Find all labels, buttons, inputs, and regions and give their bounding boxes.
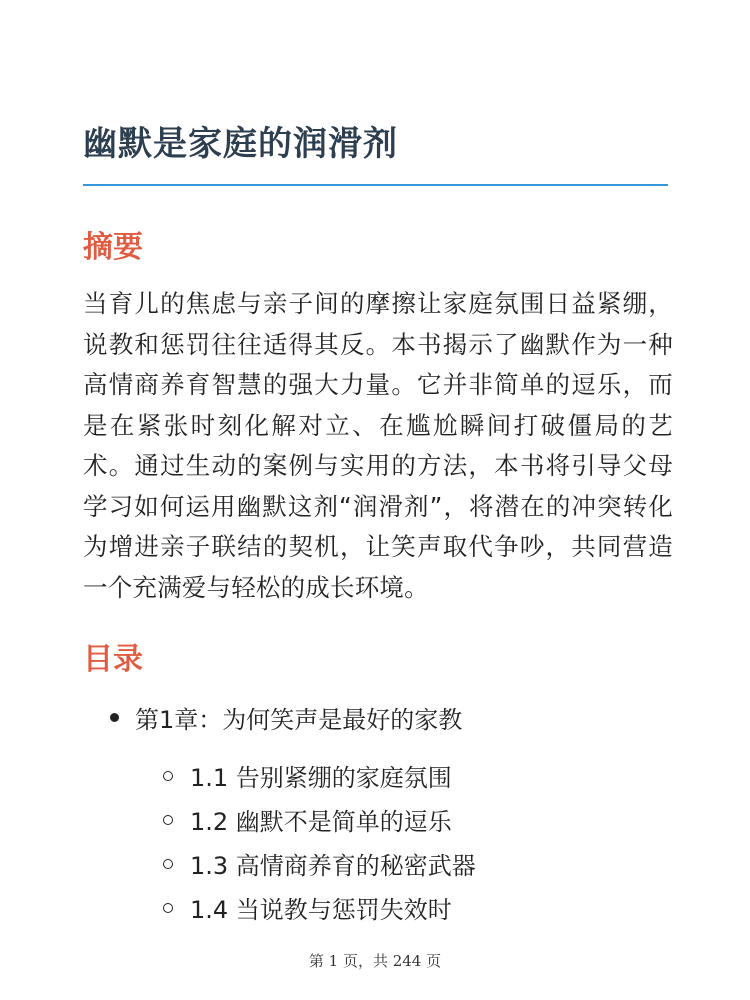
- toc-section-label: 1.4 当说教与惩罚失效时: [190, 896, 452, 924]
- bullet-circle-icon: [163, 771, 173, 781]
- toc-section-1-2[interactable]: [163, 802, 452, 837]
- abstract-body: 当育儿的焦虑与亲子间的摩擦让家庭氛围日益紧绷，说教和惩罚往往适得其反。本书揭示了幽默作为一种高情商养育智慧的强大力量。它并非简单的逗乐，而是在紧张时刻化解对立、在尴尬瞬间打破僵局的艺术。通过生动的案例与实用的方法，本书将引导父母学习如何运用幽默这剂“润滑剂”，将潜在的冲突转化为增进亲子联结的契机，让笑声取代争吵，共同营造一个充满爱与轻松的成长环境。: [83, 289, 673, 602]
- bullet-circle-icon: [163, 859, 173, 869]
- toc-section-1-1[interactable]: [163, 758, 452, 793]
- toc-section-label: 1.3 高情商养育的秘密武器: [190, 852, 476, 880]
- bullet-circle-icon: [163, 815, 173, 825]
- bullet-circle-icon: [163, 903, 173, 913]
- toc-section-label: 1.2 幽默不是简单的逗乐: [190, 808, 452, 836]
- bullet-disc-icon: [110, 713, 119, 722]
- toc-section-1-3[interactable]: [163, 846, 476, 881]
- toc-heading: 目录: [83, 642, 143, 677]
- page-number-footer: 第 1 页，共 244 页: [308, 952, 442, 970]
- toc-section-label: 1.1 告别紧绷的家庭氛围: [190, 764, 452, 792]
- abstract-heading: 摘要: [83, 230, 143, 265]
- toc-chapter-label: 第1章：为何笑声是最好的家教: [135, 706, 463, 734]
- title-divider: [83, 184, 668, 186]
- toc-chapter-1[interactable]: [110, 700, 462, 735]
- document-title: 幽默是家庭的润滑剂: [83, 124, 398, 164]
- toc-section-1-4[interactable]: [163, 890, 452, 925]
